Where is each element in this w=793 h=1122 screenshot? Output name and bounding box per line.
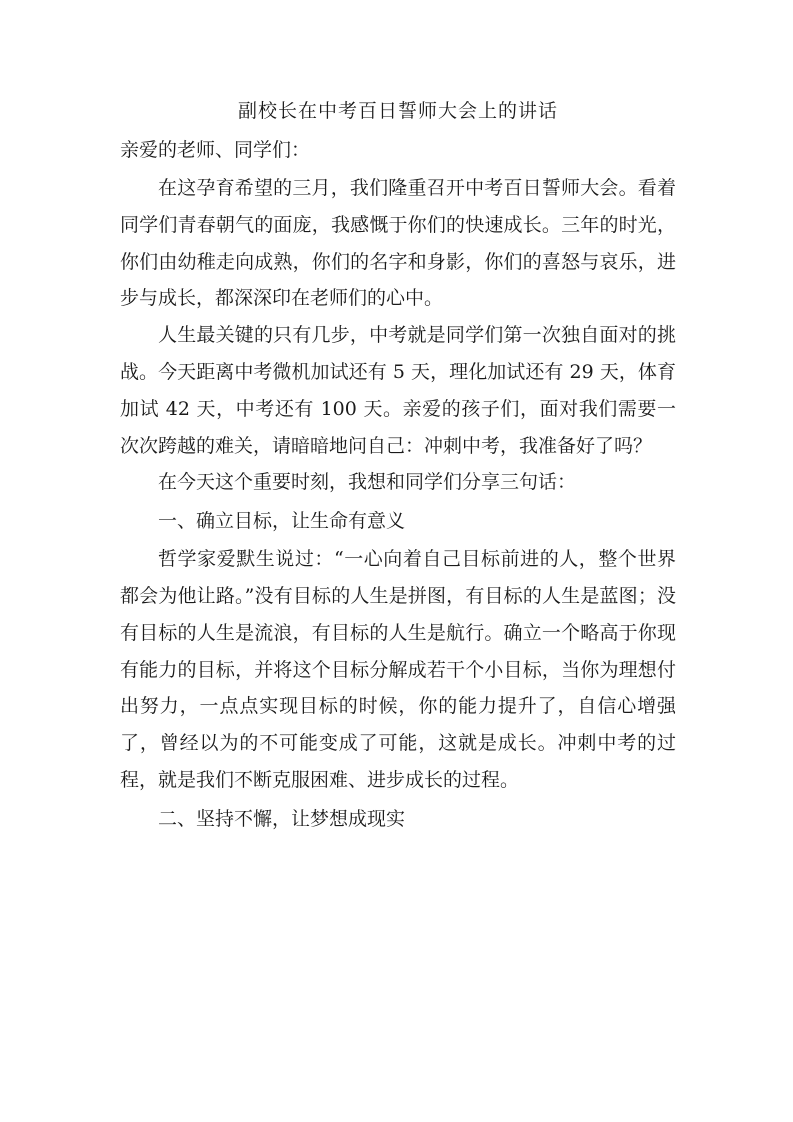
paragraph-section-1: 哲学家爱默生说过：“一心向着自己目标前进的人，整个世界都会为他让路。”没有目标的人生是拼图，有目标的人生是蓝图；没有目标的人生是流浪，有目标的人生是航行。确立一个略高于你现有能力的目标，并将这个目标分解成若干个小目标，当你为理想付出努力，一点点实现目标的时候，你的能力提升了，自信心增强了，曾经以为的不可能变成了可能，这就是成长。冲刺中考的过程，就是我们不断克服困难、进步成长的过程。 xyxy=(120,548,676,791)
section-heading-1: 一、确立目标，让生命有意义 xyxy=(158,510,406,533)
paragraph-opening: 在这孕育希望的三月，我们隆重召开中考百日誓师大会。看着同学们青春朝气的面庞，我感慨于你们的快速成长。三年的时光，你们由幼稚走向成熟，你们的名字和身影，你们的喜怒与哀乐，进步与成长，都深深印在老师们的心中。 xyxy=(120,177,676,310)
salutation: 亲爱的老师、同学们： xyxy=(120,139,311,161)
document-page xyxy=(120,96,676,839)
paragraph-intro-three-sentences: 在今天这个重要时刻，我想和同学们分享三句话： xyxy=(158,471,577,494)
section-heading-2: 二、坚持不懈，让梦想成现实 xyxy=(158,807,406,830)
paragraph-countdown: 人生最关键的只有几步，中考就是同学们第一次独自面对的挑战。今天距离中考微机加试还有 5 天，理化加试还有 29 天，体育加试 42 天，中考还有 100 天。亲爱的孩子们，面对我们需要一次次跨越的难关，请暗暗地问自己：冲刺中考，我准备好了吗？ xyxy=(120,324,676,457)
document-title: 副校长在中考百日誓师大会上的讲话 xyxy=(237,100,558,122)
